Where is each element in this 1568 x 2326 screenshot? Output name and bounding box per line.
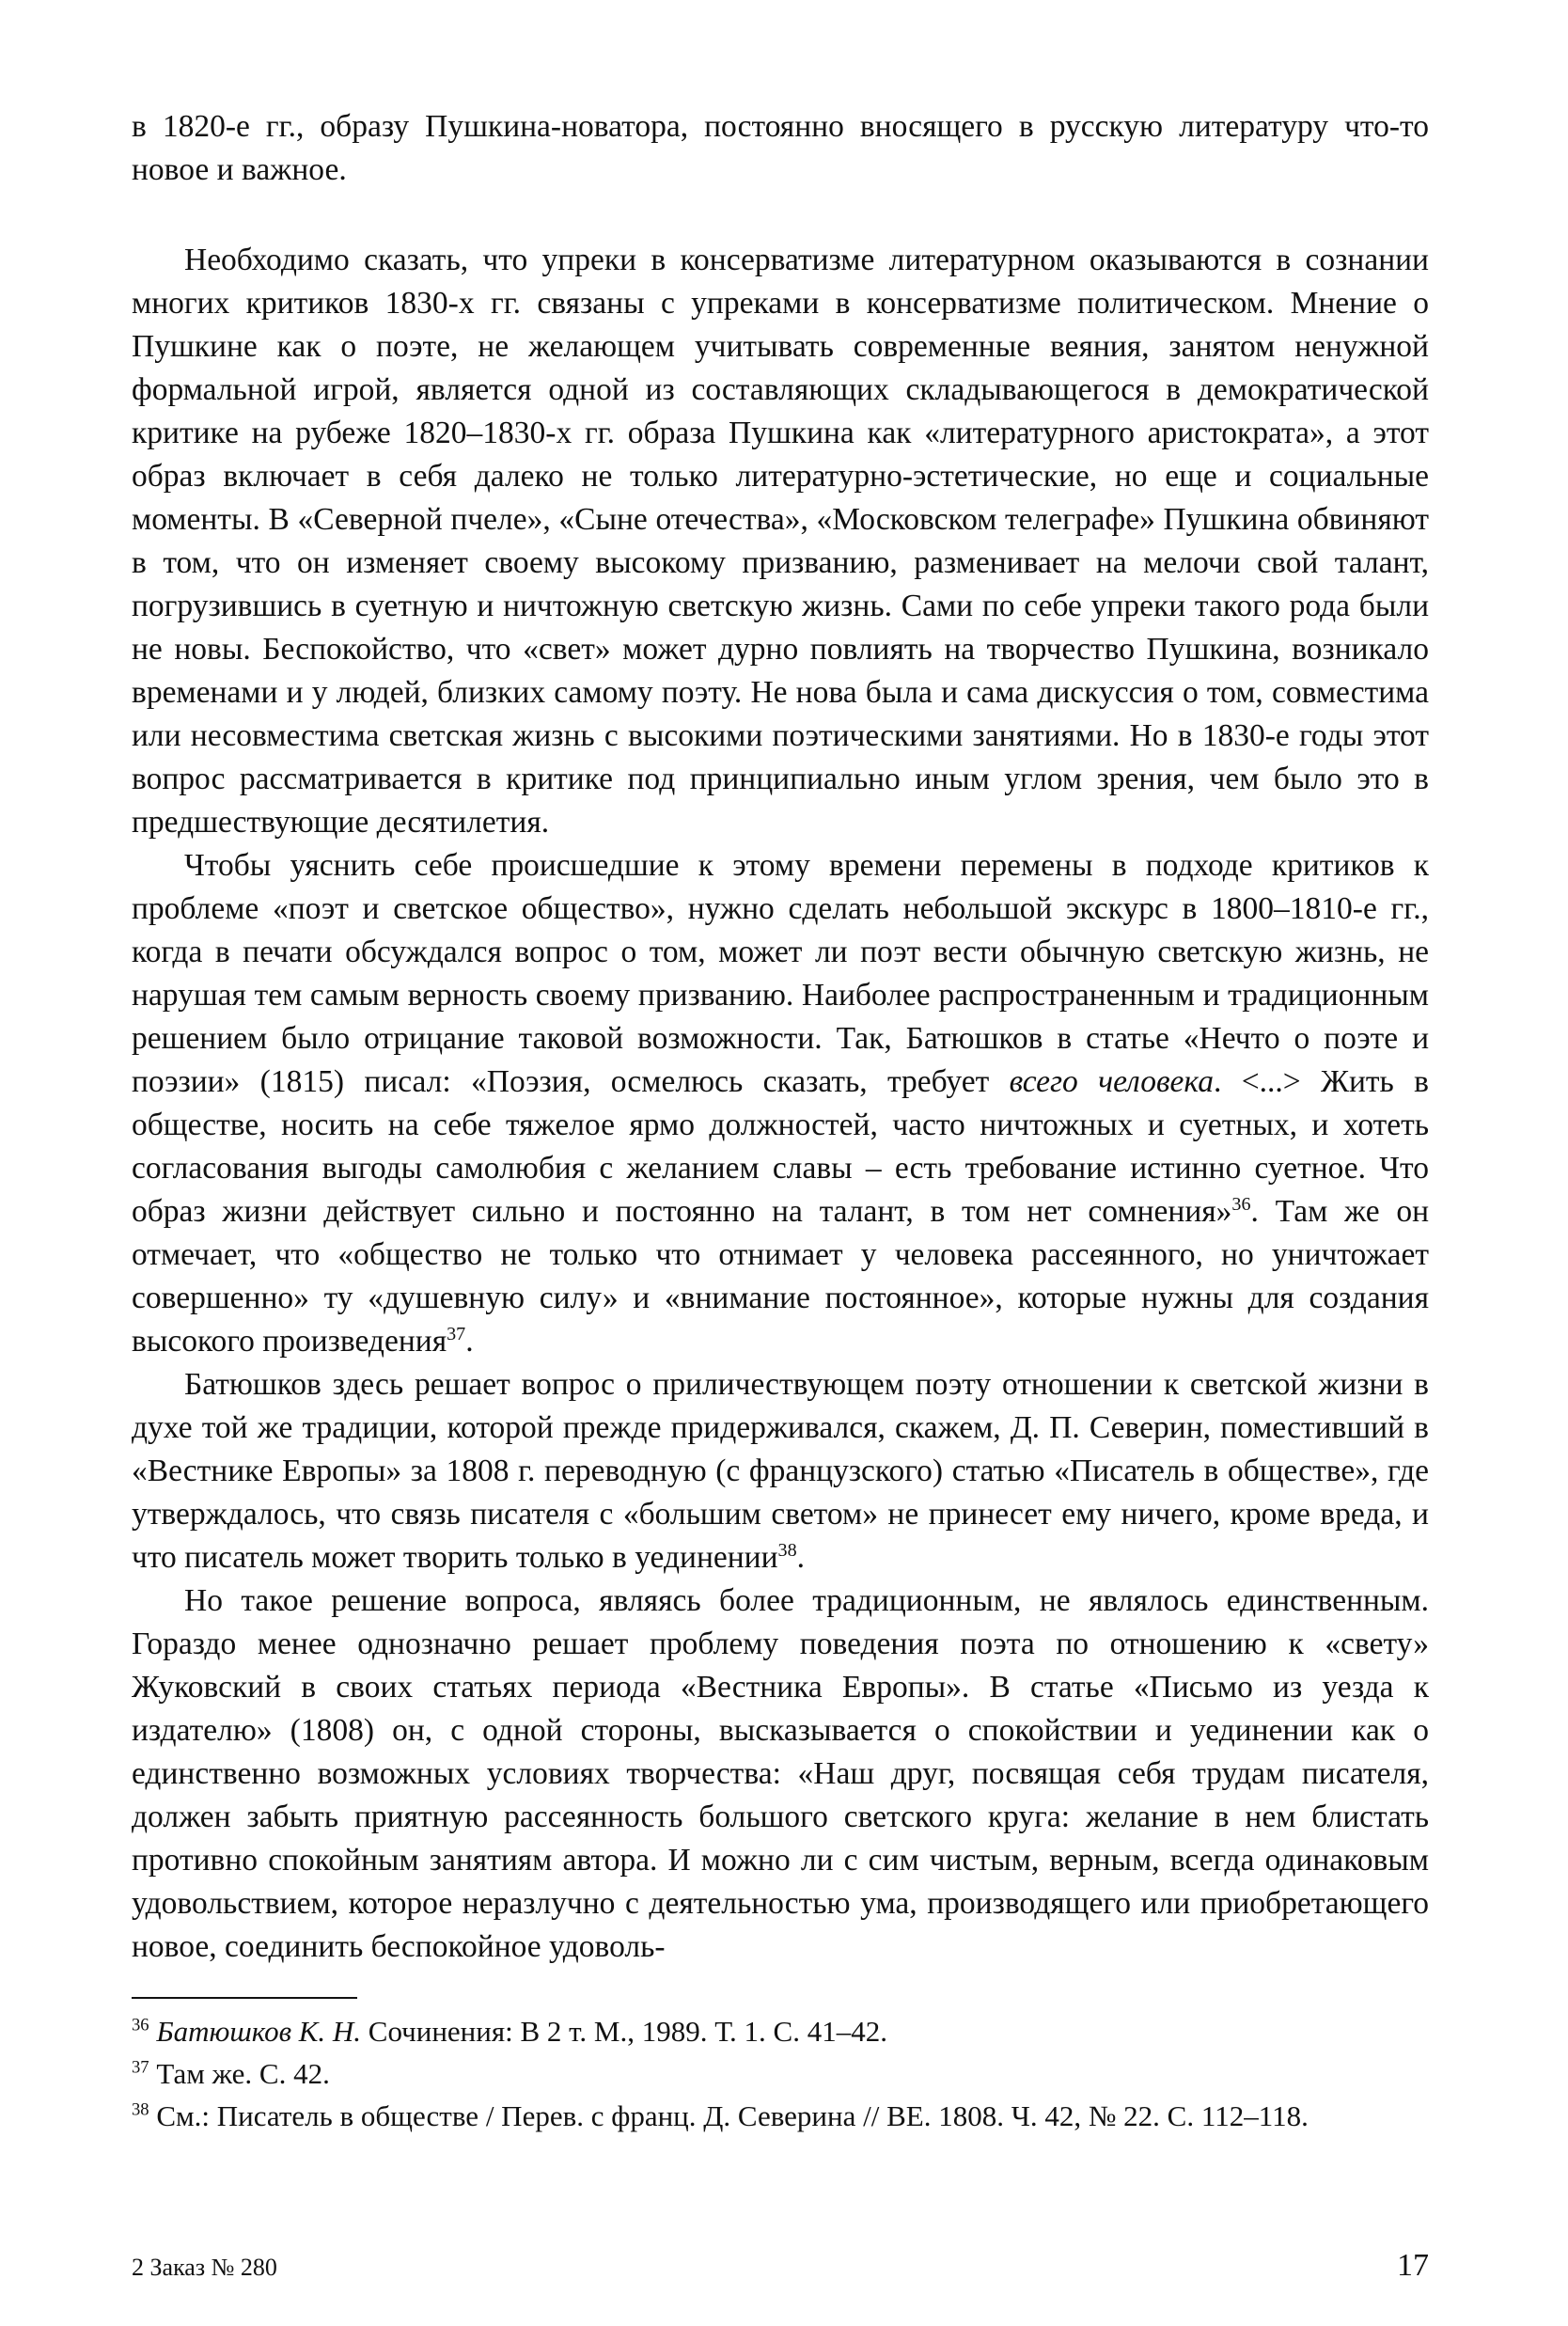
paragraph-4-text-b: .: [796, 1540, 805, 1575]
paragraph-gap: [132, 192, 1429, 239]
footnote-ref-38: 38: [777, 1539, 797, 1561]
paragraph-3-text-a: Чтобы уяснить себе происшедшие к этому времени перемены в подходе критиков к проблеме «поэт и светское общество», нужно сделать небольшой экскурс в 1800–1810-е гг., когда в печати обсуждался вопрос о том, может ли поэт вести обычную светскую жизнь, не нарушая тем самым верность своему призванию. Наиболее распространенным и традиционным решением было отрицание таковой возможности. Так, Батюшков в статье «Нечто о поэте и поэзии» (1815) писал: «Поэзия, осмелюсь сказать, требует: [132, 848, 1429, 1099]
footnotes: [132, 2010, 1429, 2137]
paragraph-3-italic: всего человека: [1009, 1064, 1214, 1099]
page-body: [132, 105, 1429, 1969]
footnote-text: См.: Писатель в обществе / Перев. с франц. Д. Северина // ВЕ. 1808. Ч. 42, № 22. С. 112–118.: [156, 2099, 1309, 2132]
footnote-ref-37: 37: [447, 1323, 466, 1344]
paragraph-1: в 1820-е гг., образу Пушкина-новатора, постоянно вносящего в русскую литературу что-то новое и важное.: [132, 109, 1429, 187]
paragraph-3-text-c: . Там же он отмечает, что «общество не только что отнимает у человека рассеянного, но уничтожает совершенно» ту «душевную силу» и «внимание постоянное», которые нужны для создания высокого произведения: [132, 1194, 1429, 1359]
footnote-text: Сочинения: В 2 т. М., 1989. Т. 1. С. 41–42.: [361, 2015, 887, 2048]
footnote-37: [132, 2052, 1429, 2095]
footnote-ref-36: 36: [1231, 1193, 1251, 1215]
paragraph-5: Но такое решение вопроса, являясь более традиционным, не являлось единственным. Гораздо менее однозначно решает проблему поведения поэта по отношению к «свету» Жуковский в своих статьях периода «Вестника Европы». В статье «Письмо из уезда к издателю» (1808) он, с одной стороны, высказывается о спокойствии и уединении как о единственно возможных условиях творчества: «Наш друг, посвящая себя трудам писателя, должен забыть приятную рассеянность большого светского круга: желание в нем блистать противно спокойным занятиям автора. И можно ли с сим чистым, верным, всегда одинаковым удовольствием, которое неразлучно с деятельностью ума, производящего или приобретающего новое, соединить беспокойное удоволь-: [132, 1583, 1429, 1964]
footnote-divider: [132, 1997, 357, 1999]
paragraph-3: [132, 844, 1429, 1363]
footnote-number: 36: [132, 2015, 149, 2035]
page-number: 17: [1397, 2248, 1429, 2283]
paragraph-3-text-d: .: [465, 1324, 474, 1359]
footnote-author: Батюшков К. Н.: [156, 2015, 362, 2048]
paragraph-4: [132, 1363, 1429, 1579]
footnote-text: Там же. С. 42.: [156, 2057, 330, 2090]
printer-signature: 2 Заказ № 280: [132, 2254, 277, 2281]
footnote-number: 37: [132, 2057, 149, 2078]
page-footer: [132, 2248, 1429, 2291]
paragraph-4-text-a: Батюшков здесь решает вопрос о приличествующем поэту отношении к светской жизни в духе той же традиции, которой прежде придерживался, скажем, Д. П. Северин, поместивший в «Вестнике Европы» за 1808 г. переводную (с французского) статью «Писатель в обществе», где утверждалось, что связь писателя с «большим светом» не принесет ему ничего, кроме вреда, и что писатель может творить только в уединении: [132, 1367, 1429, 1575]
footnote-36: [132, 2010, 1429, 2052]
paragraph-3-text-b: . <...> Жить в обществе, носить на себе тяжелое ярмо должностей, часто ничтожных и суетных, и хотеть согласования выгоды самолюбия с желанием славы – есть требование истинно суетное. Что образ жизни действует сильно и постоянно на талант, в том нет сомнения»: [132, 1064, 1430, 1229]
footnote-38: [132, 2095, 1429, 2137]
footnote-number: 38: [132, 2099, 149, 2120]
paragraph-2: Необходимо сказать, что упреки в консерватизме литературном оказываются в сознании многих критиков 1830-х гг. связаны с упреками в консерватизме политическом. Мнение о Пушкине как о поэте, не желающем учитывать современные веяния, занятом ненужной формальной игрой, является одной из составляющих складывающегося в демократической критике на рубеже 1820–1830-х гг. образа Пушкина как «литературного аристократа», а этот образ включает в себя далеко не только литературно-эстетические, но еще и социальные моменты. В «Северной пчеле», «Сыне отечества», «Московском телеграфе» Пушкина обвиняют в том, что он изменяет своему высокому призванию, разменивает на мелочи свой талант, погрузившись в суетную и ничтожную светскую жизнь. Сами по себе упреки такого рода были не новы. Беспокойство, что «свет» может дурно повлиять на творчество Пушкина, возникало временами и у людей, близких самому поэту. Не нова была и сама дискуссия о том, совместима или несовместима светская жизнь с высокими поэтическими занятиями. Но в 1830-е годы этот вопрос рассматривается в критике под принципиально иным углом зрения, чем было это в предшествующие десятилетия.: [132, 243, 1429, 840]
